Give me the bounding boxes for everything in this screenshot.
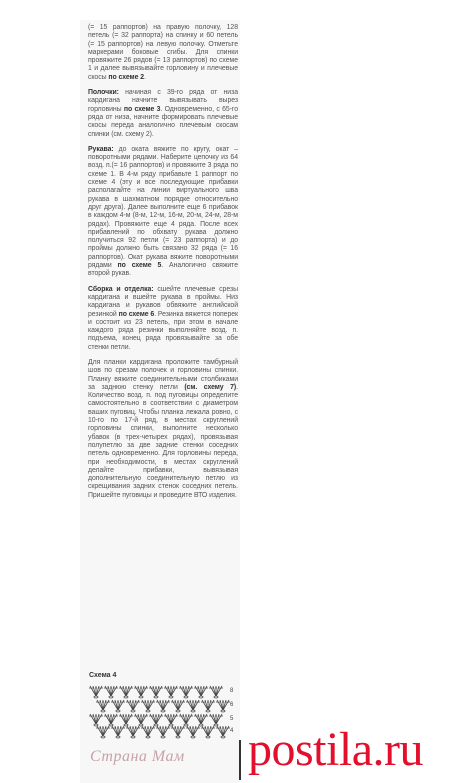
chart-row-number: 4 [230, 728, 234, 734]
chart-fan-symbol [96, 700, 110, 712]
chart-fan-symbol [194, 686, 208, 698]
postila-logo: postila.ru [248, 723, 423, 776]
polochki-heading: Полочки: [88, 89, 119, 97]
chart-fan-symbol [201, 726, 215, 738]
sborka-bold-1: по схеме 6 [118, 310, 155, 318]
chart-fan-symbol [104, 686, 118, 698]
text-column [88, 24, 238, 500]
chart-symbols [89, 686, 230, 738]
polochki-bold-1: по схеме 3 [123, 105, 161, 113]
sborka-heading: Сборка и отделка: [88, 285, 154, 293]
chart-fan-symbol [104, 714, 118, 726]
rukava-text-1: до оката вяжите по кругу, окат – поворотными рядами. Наберите цепочку из 64 возд. п.(= 16 раппортов) и провяжите 3 ряда по схеме 1. В 4-м ряду прибавьте 1 раппорт по схеме 4 (эту и все последующие прибавки располагайте на линии виртуального шва рукава в шахматном порядке относительно друг друга). Далее выполните еще 6 прибавок в каждом 4-м (8-м, 12-м, 16-м, 20-м, 24-м, 28-м рядах). Провяжите еще 4 ряда. После всех прибавлений по обхвату рукава должно получиться 92 петли (= 23 раппорта) и до проймы должно быть связано 32 ряда (= 16 раппортов). Окат рукава вяжите поворотными рядами [88, 145, 238, 270]
chart-fan-symbol [126, 726, 140, 738]
chart-label: Схема 4 [89, 672, 117, 679]
chart-fan-symbol [111, 726, 125, 738]
chart-fan-symbol [209, 714, 223, 726]
chart-fan-symbol [164, 686, 178, 698]
rukava-text-2: . Аналогично свяжите второй рукав. [88, 262, 238, 278]
chart-fan-symbol [164, 714, 178, 726]
chart-fan-symbol [186, 726, 200, 738]
paragraph-sborka [88, 286, 238, 352]
chart-fan-symbol [141, 700, 155, 712]
chart-fan-symbol [171, 700, 185, 712]
chart-row-number: 5 [230, 716, 234, 722]
planka-bold-1: (см. схему 7) [184, 383, 237, 391]
chart-fan-symbol [201, 700, 215, 712]
polochki-text-1: начиная с 39-го ряда от низа кардигана начните вывязывать вырез горловины [88, 89, 238, 113]
chart-fan-symbol [186, 700, 200, 712]
chart-fan-symbol [209, 686, 223, 698]
chart-row-number: 8 [230, 688, 234, 694]
chart-fan-symbol [194, 714, 208, 726]
chart-fan-symbol [89, 686, 103, 698]
chart-row-number: 6 [230, 702, 234, 708]
intro-text-2: . [144, 73, 146, 81]
sborka-text-1: сшейте плечевые срезы кардигана и вшейте рукава в проймы. Низ кардигана и рукавов обвяжите английской резинкой [88, 285, 238, 318]
chart-fan-symbol [96, 726, 110, 738]
crochet-chart-diagram [88, 680, 238, 740]
paragraph-rukava [88, 146, 238, 279]
chart-fan-symbol [156, 726, 170, 738]
intro-text-1: (= 15 раппортов) на правую полочку, 128 петель (= 32 раппорта) на спинку и 60 петель (= 15 раппортов) на левую полочку. Отметьте маркерами боковые сгибы. Для спинки провяжите 26 рядов (= 13 раппортов) по схеме 1 и далее вывязывайте горловину и плечевые скосы [88, 24, 238, 81]
chart-fan-symbol [134, 714, 148, 726]
chart-fan-symbol [111, 700, 125, 712]
chart-fan-symbol [149, 714, 163, 726]
chart-fan-symbol [216, 726, 230, 738]
chart-fan-symbol [216, 700, 230, 712]
chart-fan-symbol [119, 714, 133, 726]
planka-text-2: . Количество возд. п. под пуговицы определите самостоятельно в соответствии с диаметром ваших пуговиц. Чтобы планка лежала ровно, с 10-го по 17-й ряд, в местах скруглений горловины спинки, выполните несколько убавок (в трех-четырех рядах), провязывая полупетлю за две задние стенки соседних петель одновременно. Для горловины переда, при необходимости, в местах скруглений делайте прибавки, вывязывая дополнительную соединительную петлю из скрещивания задних стенок соседних петель. Пришейте пуговицы и проведите ВТО изделия. [88, 383, 238, 499]
chart-fan-symbol [126, 700, 140, 712]
chart-fan-symbol [119, 686, 133, 698]
chart-fan-symbol [134, 686, 148, 698]
planka-text-1: Для планки кардигана проложите тамбурный шов по срезам полочек и горловины спинки. Планку вяжите соединительными столбиками за заднюю стенку петли [88, 358, 238, 391]
rukava-bold-1: по схеме 5 [117, 262, 162, 270]
chart-row-numbers [230, 688, 234, 734]
rukava-heading: Рукава: [88, 145, 114, 153]
strana-mam-logo: Страна Мам [90, 748, 185, 765]
chart-fan-symbol [171, 726, 185, 738]
sborka-text-2: . Резинка вяжется поперек и состоит из 23 петель, при этом в начале каждого ряда резинки выполняйте возд. п. подъема, конец ряда провязывайте за обе стенки петли. [88, 310, 238, 351]
chart-fan-symbol [156, 700, 170, 712]
chart-fan-symbol [149, 686, 163, 698]
paragraph-polochki [88, 89, 238, 139]
chart-fan-symbol [179, 686, 193, 698]
polochki-text-2: . Одновременно, с 65-го ряда от низа, начните формировать плечевые скосы переда аналогично плечевым скосам спинки (см. схему 2). [88, 105, 239, 138]
intro-bold-1: по схеме 2 [108, 73, 144, 81]
chart-fan-symbol [141, 726, 155, 738]
logo-divider [239, 740, 241, 780]
chart-fan-symbol [179, 714, 193, 726]
paragraph-intro [88, 24, 238, 82]
paragraph-planka [88, 359, 238, 500]
chart-fan-symbol [89, 714, 103, 726]
